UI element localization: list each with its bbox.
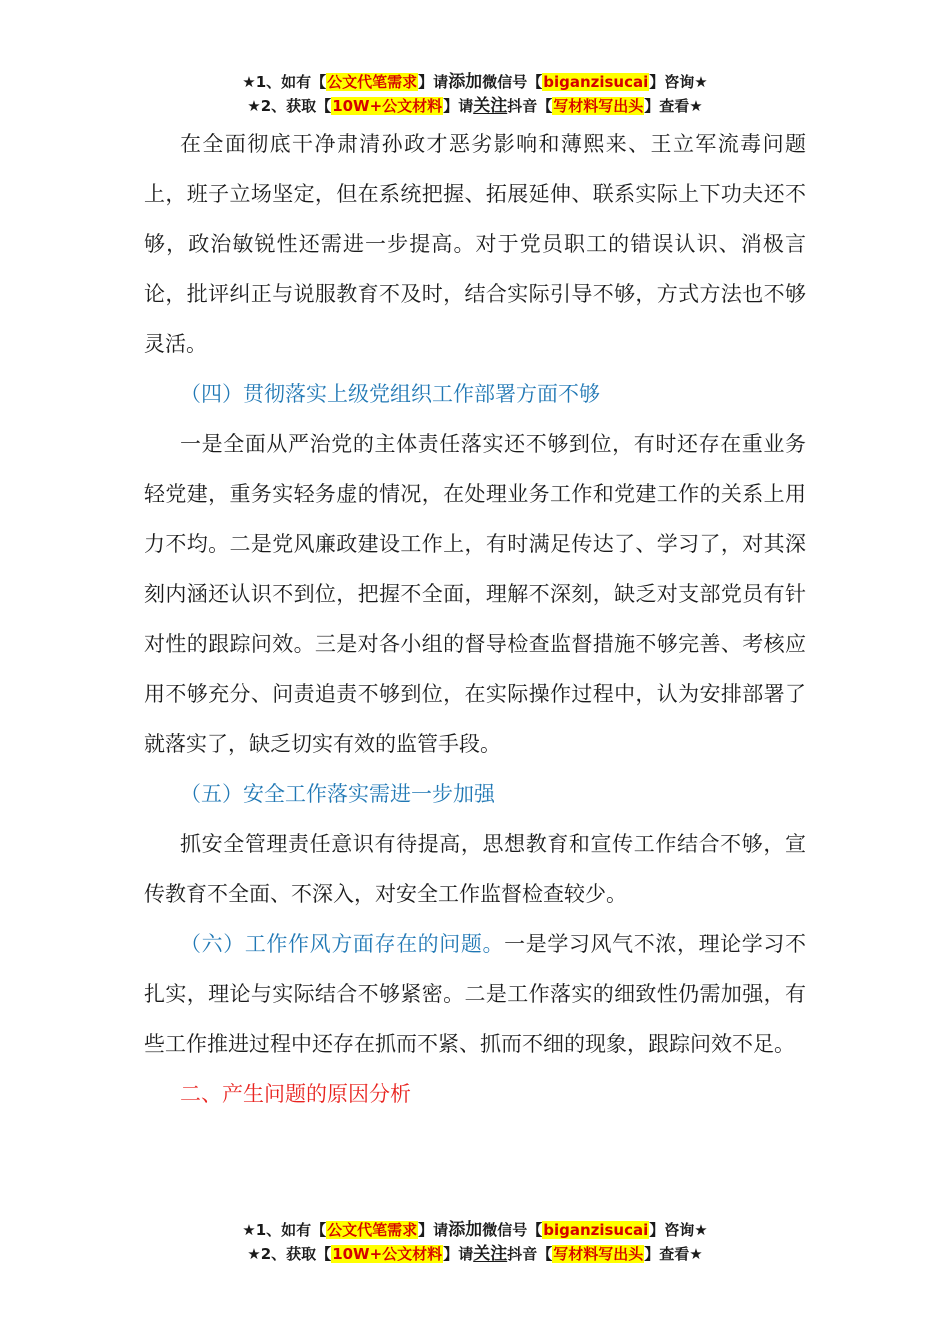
highlight-douyin-id: 写材料写出头 bbox=[553, 1245, 644, 1263]
banner-text: 】咨询★ bbox=[649, 1221, 708, 1239]
banner-text: 抖音【 bbox=[507, 97, 553, 115]
banner-text: 微信号【 bbox=[482, 73, 543, 91]
banner-text: 微信号【 bbox=[482, 1221, 543, 1239]
paragraph-3: 抓安全管理责任意识有待提高，思想教育和宣传工作结合不够，宣传教育不全面、不深入，对安全工作监督检查较少。 bbox=[144, 832, 806, 906]
banner-line-2 bbox=[0, 1242, 950, 1266]
heading-section-6: （六）工作作风方面存在的问题。 bbox=[180, 932, 505, 956]
highlight-materials: 10W+公文材料 bbox=[332, 97, 443, 115]
banner-text: ★1、如有【 bbox=[242, 1221, 327, 1239]
footer-banner bbox=[0, 1218, 950, 1266]
banner-text: 】查看★ bbox=[644, 97, 703, 115]
banner-emphasis: 关注 bbox=[473, 1244, 508, 1264]
paragraph-4-with-heading bbox=[144, 919, 806, 1069]
heading-section-4: （四）贯彻落实上级党组织工作部署方面不够 bbox=[180, 382, 600, 406]
document-body bbox=[144, 119, 806, 1119]
header-banner bbox=[0, 70, 950, 118]
banner-text: ★1、如有【 bbox=[242, 73, 327, 91]
paragraph-4: 一是学习风气不浓，理论学习不扎实，理论与实际结合不够紧密。二是工作落实的细致性仍需加强，有些工作推进过程中还存在抓而不紧、抓而不细的现象，跟踪问效不足。 bbox=[144, 932, 807, 1056]
banner-text: 】请 bbox=[418, 73, 449, 91]
highlight-douyin-id: 写材料写出头 bbox=[553, 97, 644, 115]
banner-line-1 bbox=[0, 1218, 950, 1242]
banner-text: 】查看★ bbox=[644, 1245, 703, 1263]
banner-text: ★2、获取【 bbox=[247, 97, 332, 115]
heading-section-5: （五）安全工作落实需进一步加强 bbox=[180, 782, 495, 806]
highlight-wechat-id: biganzisucai bbox=[543, 1221, 649, 1239]
banner-text: ★2、获取【 bbox=[247, 1245, 332, 1263]
highlight-materials: 10W+公文材料 bbox=[332, 1245, 443, 1263]
banner-text: 】请 bbox=[418, 1221, 449, 1239]
paragraph-1: 在全面彻底干净肃清孙政才恶劣影响和薄熙来、王立军流毒问题上，班子立场坚定，但在系统把握、拓展延伸、联系实际上下功夫还不够，政治敏锐性还需进一步提高。对于党员职工的错误认识、消极言论，批评纠正与说服教育不及时，结合实际引导不够，方式方法也不够灵活。 bbox=[144, 132, 806, 356]
heading-part-2: 二、产生问题的原因分析 bbox=[180, 1082, 411, 1106]
highlight-wechat-id: biganzisucai bbox=[543, 73, 649, 91]
banner-line-1 bbox=[0, 70, 950, 94]
highlight-service: 公文代笔需求 bbox=[327, 1221, 418, 1239]
banner-text: 】咨询★ bbox=[649, 73, 708, 91]
paragraph-2: 一是全面从严治党的主体责任落实还不够到位，有时还存在重业务轻党建，重务实轻务虚的情况，在处理业务工作和党建工作的关系上用力不均。二是党风廉政建设工作上，有时满足传达了、学习了，对其深刻内涵还认识不到位，把握不全面，理解不深刻，缺乏对支部党员有针对性的跟踪问效。三是对各小组的督导检查监督措施不够完善、考核应用不够充分、问责追责不够到位，在实际操作过程中，认为安排部署了就落实了，缺乏切实有效的监管手段。 bbox=[144, 432, 806, 756]
banner-line-2 bbox=[0, 94, 950, 118]
banner-text: 】请 bbox=[443, 1245, 474, 1263]
banner-text: 】请 bbox=[443, 97, 474, 115]
banner-emphasis: 关注 bbox=[473, 96, 508, 116]
highlight-service: 公文代笔需求 bbox=[327, 73, 418, 91]
banner-emphasis: 添加 bbox=[448, 72, 483, 92]
banner-text: 抖音【 bbox=[507, 1245, 553, 1263]
banner-emphasis: 添加 bbox=[448, 1220, 483, 1240]
